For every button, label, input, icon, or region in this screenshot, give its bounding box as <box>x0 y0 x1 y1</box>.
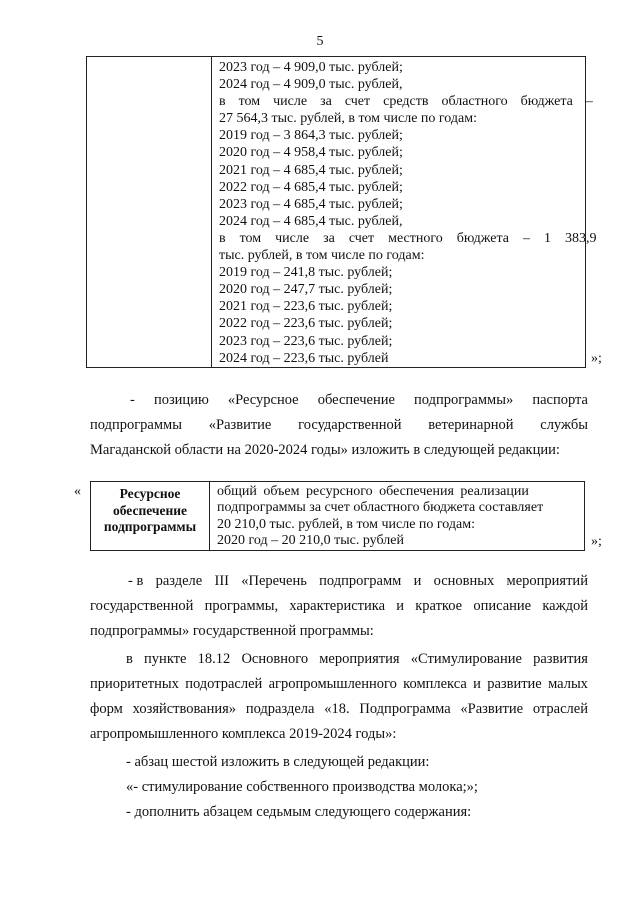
paragraph-line <box>90 388 588 413</box>
word: государственной <box>298 417 402 433</box>
paragraph-line: агропромышленного комплекса 2019-2024 годы»: <box>90 726 397 742</box>
table-line: 2024 год – 223,6 тыс. рублей <box>219 350 389 366</box>
word: обеспечение <box>317 392 395 408</box>
word: - в <box>128 573 144 589</box>
resources-table-continuation <box>86 56 597 368</box>
table-line: 2019 год – 3 864,3 тыс. рублей; <box>219 128 403 144</box>
list-item: - дополнить абзацем седьмым следующего содержания: <box>126 804 472 820</box>
table-line: 20 210,0 тыс. рублей, в том числе по годам: <box>217 516 475 532</box>
word: краткое <box>415 598 463 614</box>
word: и <box>473 676 481 692</box>
word: «Ресурсное <box>227 392 299 408</box>
paragraph-item-18-12 <box>90 647 588 747</box>
word: - <box>130 392 135 408</box>
table-line: 2021 год – 223,6 тыс. рублей; <box>219 299 393 315</box>
word: хозяйствования» <box>132 701 237 717</box>
word: разделе <box>155 573 203 589</box>
table-line: 2020 год – 20 210,0 тыс. рублей <box>217 533 404 549</box>
paragraph-line <box>90 413 588 438</box>
word: подпрограммы <box>90 417 182 433</box>
word: развитие <box>487 676 542 692</box>
word: форм <box>90 701 123 717</box>
word: программы, <box>204 598 279 614</box>
header-line: Ресурсное <box>119 486 181 501</box>
list-item: - абзац шестой изложить в следующей редакции: <box>126 754 430 770</box>
paragraph-position-change <box>90 388 588 463</box>
word: паспорта <box>532 392 588 408</box>
resources-table <box>90 481 585 551</box>
word: «18. <box>324 701 350 717</box>
word: комплекса <box>403 676 467 692</box>
table-column-divider <box>211 57 212 367</box>
amendment-items <box>126 750 596 825</box>
table-line: 2023 год – 4 685,4 тыс. рублей; <box>219 196 403 212</box>
paragraph-line: Магаданской области на 2020-2024 годы» изложить в следующей редакции: <box>90 442 560 458</box>
paragraph-line <box>90 569 588 594</box>
header-line: подпрограммы <box>103 519 197 534</box>
opening-quote: « <box>74 484 81 499</box>
word: мероприятия <box>319 651 400 667</box>
word: характеристика <box>289 598 386 614</box>
word: «Стимулирование <box>410 651 522 667</box>
page-number: 5 <box>316 34 324 49</box>
word: основных <box>433 573 495 589</box>
word: подпрограмм <box>319 573 402 589</box>
word: в <box>126 651 133 667</box>
word: малых <box>548 676 588 692</box>
word: Основного <box>241 651 309 667</box>
word: «Перечень <box>241 573 307 589</box>
paragraph-section-three <box>90 569 588 644</box>
table-line: в том числе за счет средств областного бюджета – <box>219 94 593 110</box>
header-line: обеспечение <box>112 502 188 518</box>
table-line: тыс. рублей, в том числе по годам: <box>219 248 425 264</box>
table-line: 2022 год – 4 685,4 тыс. рублей; <box>219 179 403 195</box>
table-line: 2022 год – 223,6 тыс. рублей; <box>219 316 393 332</box>
table-line: 2020 год – 247,7 тыс. рублей; <box>219 282 393 298</box>
table-line: 2020 год – 4 958,4 тыс. рублей; <box>219 145 403 161</box>
table-line: 2023 год – 223,6 тыс. рублей; <box>219 333 393 349</box>
word: отраслей <box>532 701 588 717</box>
word: службы <box>540 417 588 433</box>
word: подотраслей <box>185 676 263 692</box>
word: и <box>413 573 422 589</box>
table-column-divider <box>209 482 210 550</box>
word: государственной <box>90 598 194 614</box>
table-line: в том числе за счет местного бюджета – 1 383,9 <box>219 230 597 246</box>
table-line: подпрограммы за счет областного бюджета составляет <box>217 500 544 516</box>
word: каждой <box>542 598 588 614</box>
table-line: 2019 год – 241,8 тыс. рублей; <box>219 265 393 281</box>
word: и <box>396 598 404 614</box>
table-line: 2024 год – 4 685,4 тыс. рублей, <box>219 213 403 229</box>
closing-quote-2: »; <box>591 534 602 549</box>
word: пункте <box>144 651 187 667</box>
table-header-cell <box>91 486 209 536</box>
table-line: 27 564,3 тыс. рублей, в том числе по годам: <box>219 111 477 127</box>
list-item: «- стимулирование собственного производства молока;»; <box>126 779 478 795</box>
word: описание <box>473 598 532 614</box>
word: мероприятий <box>506 573 588 589</box>
word: ветеринарной <box>428 417 514 433</box>
paragraph-line <box>90 697 588 722</box>
paragraph-line <box>90 672 588 697</box>
table-line: 2024 год – 4 909,0 тыс. рублей, <box>219 77 403 93</box>
table-value-cell <box>219 59 597 367</box>
word: подраздела <box>245 701 315 717</box>
paragraph-line <box>90 594 588 619</box>
closing-quote-1: »; <box>591 351 602 366</box>
word: 18.12 <box>197 651 231 667</box>
word: III <box>214 573 229 589</box>
paragraph-line: подпрограммы» государственной программы: <box>90 623 374 639</box>
table-line: общий объем ресурсного обеспечения реализации <box>217 484 529 499</box>
word: агропромышленного <box>268 676 397 692</box>
word: позицию <box>153 392 209 408</box>
word: развития <box>533 651 588 667</box>
table-value-cell <box>217 484 581 550</box>
word: подпрограммы» <box>414 392 514 408</box>
paragraph-line <box>90 647 588 672</box>
word: Подпрограмма <box>359 701 451 717</box>
word: «Развитие <box>208 417 272 433</box>
word: приоритетных <box>90 676 179 692</box>
word: «Развитие <box>460 701 524 717</box>
table-line: 2023 год – 4 909,0 тыс. рублей; <box>219 60 403 75</box>
table-line: 2021 год – 4 685,4 тыс. рублей; <box>219 162 403 178</box>
